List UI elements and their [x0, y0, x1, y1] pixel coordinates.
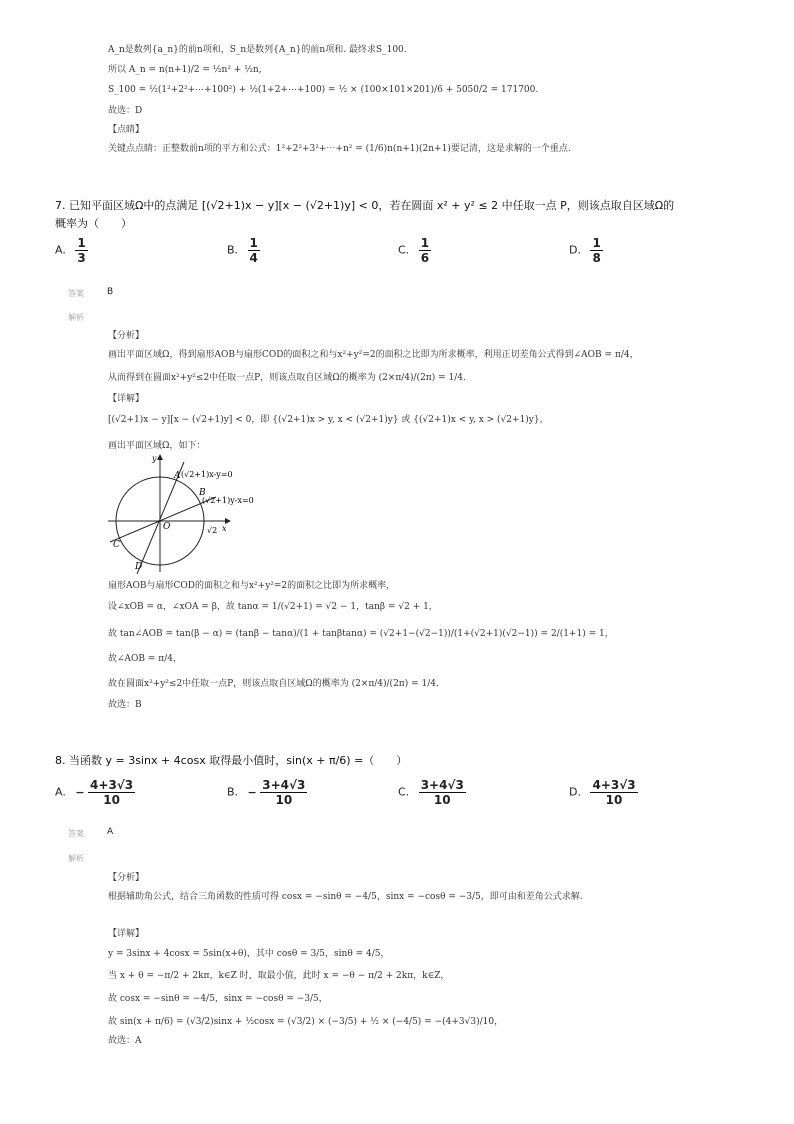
q7-detail-line5: 故 tan∠AOB = tan(β − α) = (tanβ − tanα)/(1 + tanβtanα) = (√2+1−(√2−1))/(1+(√2+1)(√2−1)) = 2/(1+1) = 1，	[108, 629, 614, 639]
q8-option-d-den: 10	[605, 793, 623, 807]
q8-option-a-sign: −	[75, 785, 85, 799]
q8-option-b[interactable]	[227, 778, 307, 807]
fig-A-label: A	[174, 471, 181, 481]
q8-detail-line4: 故 sin(x + π/6) = (√3/2)sinx + ½cosx = (√3/2) × (−3/5) + ½ × (−4/5) = −(4+3√3)/10，	[108, 1017, 504, 1027]
prev-line1: A_n是数列{a_n}的前n项和，S_n是数列{A_n}的前n项和. 最终求S_100.	[108, 45, 407, 55]
fig-y-label: y	[152, 454, 157, 463]
q7-detail-line4: 设∠xOB = α，∠xOA = β，故 tanα = 1/(√2+1) = √2 − 1，tanβ = √2 + 1，	[108, 602, 438, 612]
q8-option-c[interactable]	[398, 778, 466, 807]
q8-option-c-letter: C.	[398, 785, 410, 799]
q7-detail-line2: 画出平面区域Ω，如下：	[108, 441, 206, 451]
q8-option-b-sign: −	[247, 785, 257, 799]
q7-option-b-num: 1	[249, 236, 258, 250]
fig-x-label: x	[222, 524, 227, 533]
q7-option-d-num: 1	[592, 236, 601, 250]
q8-answer-label: 答案	[68, 829, 84, 838]
q7-option-c-letter: C.	[398, 243, 410, 257]
q7-option-b-letter: B.	[227, 243, 239, 257]
fig-B-label: B	[199, 488, 206, 498]
fig-O-label: O	[163, 522, 171, 532]
prev-point-title: 【点睛】	[108, 125, 145, 135]
q7-option-b[interactable]	[227, 236, 260, 265]
q8-choose: 故选：A	[108, 1036, 142, 1046]
q7-analysis-line1: 画出平面区域Ω，得到扇形AOB与扇形COD的面积之和与x²+y²=2的面积之比即为所求概率，利用正切差角公式得到∠AOB = π/4，	[108, 350, 639, 360]
q7-option-a-den: 3	[77, 251, 86, 265]
q7-answer-label: 答案	[68, 289, 84, 298]
q7-option-d[interactable]	[569, 236, 603, 265]
fig-C-label: C	[113, 540, 120, 550]
q7-detail-line3: 扇形AOB与扇形COD的面积之和与x²+y²=2的面积之比即为所求概率，	[108, 581, 396, 591]
fig-r-label: √2	[207, 526, 218, 535]
prev-line2: 所以 A_n = n(n+1)/2 = ½n² + ½n,	[108, 65, 262, 75]
q8-option-c-num: 3+4√3	[420, 778, 464, 792]
q8-option-a[interactable]	[55, 778, 135, 807]
q7-stem-line2: 概率为（ ）	[55, 217, 132, 230]
q7-option-a-num: 1	[77, 236, 86, 250]
q8-answer-value: A	[107, 827, 114, 837]
q8-detail-line1: y = 3sinx + 4cosx = 5sin(x+θ)，其中 cosθ = 3/5，sinθ = 4/5，	[108, 949, 390, 959]
q7-option-d-den: 8	[592, 251, 601, 265]
q8-option-d-letter: D.	[569, 785, 581, 799]
q7-detail-line1: [(√2+1)x − y][x − (√2+1)y] < 0，即 {(√2+1)x > y, x < (√2+1)y} 或 {(√2+1)x < y, x > (√2+1)y}，	[108, 415, 549, 425]
q7-choose: 故选：B	[108, 700, 142, 710]
q8-option-b-num: 3+4√3	[262, 778, 306, 792]
q8-option-b-letter: B.	[227, 785, 239, 799]
fig-line2-label: (√2+1)y-x=0	[202, 496, 254, 505]
fig-D-label: D	[135, 562, 143, 572]
q7-answer-value: B	[107, 287, 114, 297]
q7-analysis-line2: 从而得到在圆面x²+y²≤2中任取一点P，则该点取自区域Ω的概率为 (2×π/4)/(2π) = 1/4.	[108, 373, 466, 383]
q7-analysis-label: 解析	[68, 313, 84, 322]
q8-option-a-num: 4+3√3	[90, 778, 134, 792]
q7-option-a-letter: A.	[55, 243, 66, 257]
q7-fenxi-title: 【分析】	[108, 331, 145, 341]
q7-option-c-den: 6	[420, 251, 430, 265]
q8-option-a-den: 10	[103, 793, 120, 807]
q7-option-a[interactable]	[55, 236, 88, 265]
q7-detail-line7: 故在圆面x²+y²≤2中任取一点P，则该点取自区域Ω的概率为 (2×π/4)/(2π) = 1/4.	[108, 679, 439, 689]
q8-analysis-label: 解析	[68, 854, 84, 863]
q8-xiangjie-title: 【详解】	[108, 929, 145, 939]
q8-option-a-letter: A.	[55, 785, 66, 799]
q7-stem-line1: 7. 已知平面区域Ω中的点满足 [(√2+1)x − y][x − (√2+1)y] < 0，若在圆面 x² + y² ≤ 2 中任取一点 P，则该点取自区域Ω的	[55, 199, 675, 212]
q8-option-d-num: 4+3√3	[592, 778, 636, 792]
q7-xiangjie-title: 【详解】	[108, 394, 145, 404]
q8-detail-line3: 故 cosx = −sinθ = −4/5，sinx = −cosθ = −3/5，	[108, 994, 328, 1004]
prev-line3: S_100 = ½(1²+2²+⋯+100²) + ½(1+2+⋯+100) = ½ × (100×101×201)/6 + 5050/2 = 171700.	[108, 85, 539, 95]
line-shallow	[110, 497, 216, 542]
q8-stem: 8. 当函数 y = 3sinx + 4cosx 取得最小值时，sin(x + π/6) =（ ）	[55, 754, 408, 767]
q8-analysis-line1: 根据辅助角公式，结合三角函数的性质可得 cosx = −sinθ = −4/5，sinx = −cosθ = −3/5，即可由和差角公式求解.	[108, 892, 583, 902]
q8-option-d[interactable]	[569, 778, 638, 807]
fig-line1-label: (√2+1)x-y=0	[181, 470, 233, 479]
q7-region-figure	[104, 452, 284, 574]
q7-option-d-letter: D.	[569, 243, 581, 257]
q7-option-c[interactable]	[398, 236, 431, 265]
q8-option-b-den: 10	[275, 793, 293, 807]
q8-detail-line2: 当 x + θ = −π/2 + 2kπ，k∈Z 时，取最小值，此时 x = −θ − π/2 + 2kπ，k∈Z，	[108, 971, 450, 981]
prev-point-text: 关键点点睛：正整数前n项的平方和公式：1²+2²+3²+⋯+n² = (1/6)n(n+1)(2n+1)要记清，这是求解的一个重点.	[108, 144, 571, 154]
q7-option-b-den: 4	[249, 251, 258, 265]
q7-option-c-num: 1	[420, 236, 430, 250]
q8-fenxi-title: 【分析】	[108, 873, 145, 883]
q7-detail-line6: 故∠AOB = π/4，	[108, 654, 182, 664]
q8-option-c-den: 10	[433, 793, 451, 807]
prev-choose: 故选：D	[108, 106, 143, 116]
